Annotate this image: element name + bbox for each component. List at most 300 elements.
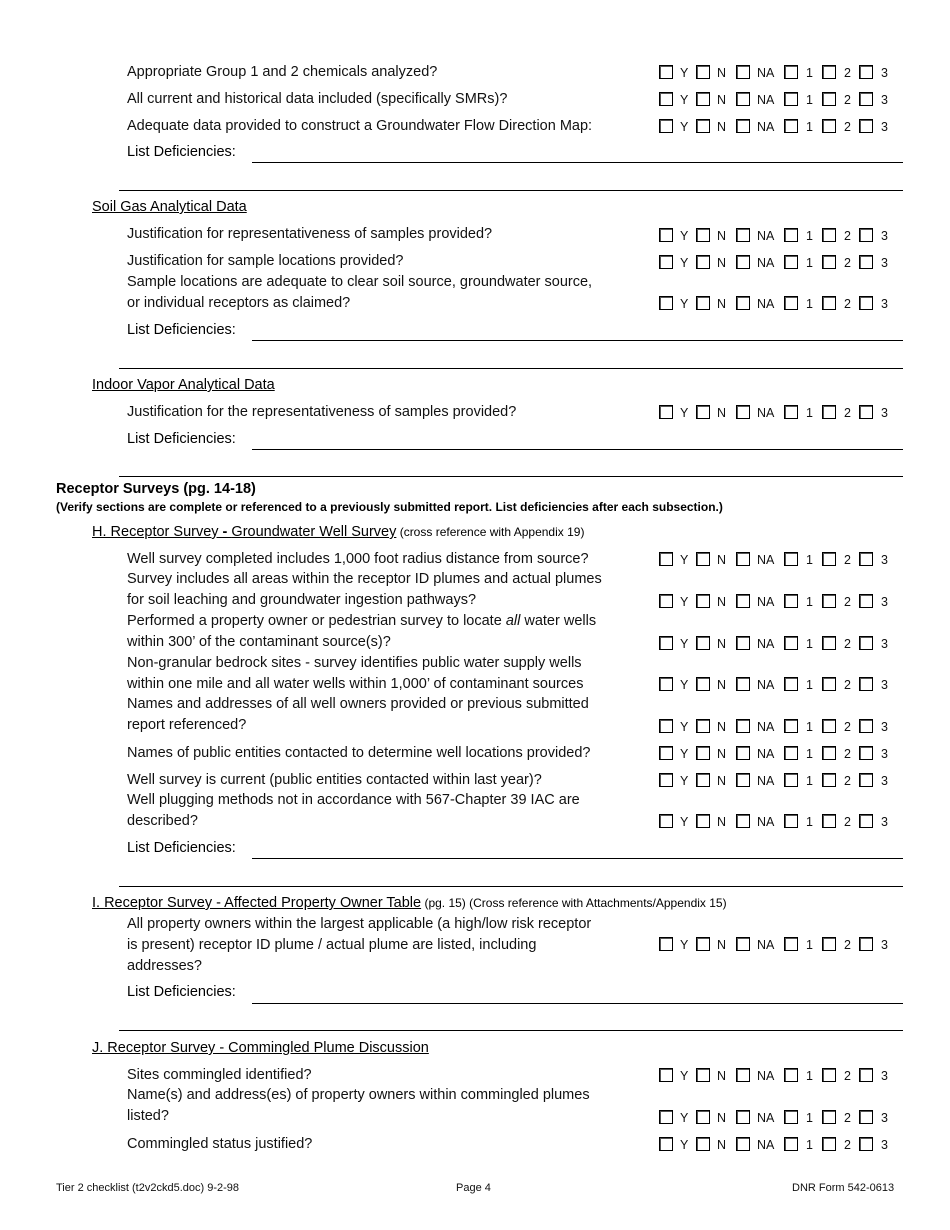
checkbox-2[interactable] [822,92,836,106]
checkbox-label-y: Y [680,938,689,952]
checkbox-label-y: Y [680,1111,689,1125]
checkbox-2[interactable] [822,746,836,760]
question-j-justified: Commingled status justified? [127,1136,313,1152]
checkbox-n[interactable] [696,228,710,242]
checkbox-n[interactable] [696,119,710,133]
question-h-property-survey [127,611,647,653]
question-line: within 300’ of the contaminant source(s)? [127,634,391,650]
checkbox-y[interactable] [659,65,673,79]
list-deficiencies-label-h: List Deficiencies: [127,840,236,856]
checkbox-label-2: 2 [844,815,851,829]
checkbox-label-2: 2 [844,938,851,952]
checkbox-label-y: Y [680,93,689,107]
checkbox-2[interactable] [822,594,836,608]
checkbox-label-na: NA [757,938,775,952]
question-gw-historical-data: All current and historical data included (specifically SMRs)? [127,91,508,107]
question-gw-group-chemicals: Appropriate Group 1 and 2 chemicals analyzed? [127,64,438,80]
checkbox-n[interactable] [696,814,710,828]
checkbox-label-3: 3 [881,774,888,788]
section-h-main: Groundwater Well Survey [231,524,397,540]
checkbox-y[interactable] [659,677,673,691]
checkbox-1[interactable] [784,1110,798,1124]
indoor-vapor-title: Indoor Vapor Analytical Data [92,377,275,393]
checkbox-label-na: NA [757,747,775,761]
checkbox-3[interactable] [859,594,873,608]
checkbox-label-y: Y [680,774,689,788]
checkbox-1[interactable] [784,594,798,608]
subsection-title-soil-gas [92,197,247,218]
checkbox-label-y: Y [680,720,689,734]
question-text: Performed a property owner or pedestrian survey to locate [127,613,506,629]
checkbox-label-na: NA [757,406,775,420]
checkbox-label-y: Y [680,256,689,270]
checkbox-1[interactable] [784,937,798,951]
checkbox-label-n: N [717,120,727,134]
checkbox-label-n: N [717,93,727,107]
checkbox-label-na: NA [757,256,775,270]
checkbox-label-n: N [717,553,727,567]
checkbox-label-1: 1 [806,93,813,107]
checkbox-label-na: NA [757,720,775,734]
checkbox-label-1: 1 [806,229,813,243]
checkbox-y[interactable] [659,1110,673,1124]
checkbox-3[interactable] [859,405,873,419]
question-j-owners [127,1085,647,1127]
list-deficiencies-label-i: List Deficiencies: [127,984,236,1000]
checkbox-label-na: NA [757,229,775,243]
checkbox-label-1: 1 [806,406,813,420]
checkbox-label-1: 1 [806,256,813,270]
deficiency-line-gw-2[interactable] [119,190,903,191]
question-line: listed? [127,1108,169,1124]
section-heading-receptor-surveys: Receptor Surveys (pg. 14-18) [56,481,256,497]
checkbox-label-n: N [717,1111,727,1125]
checkbox-label-n: N [717,1069,727,1083]
checkbox-label-3: 3 [881,406,888,420]
checkbox-1[interactable] [784,636,798,650]
question-sg-locations: Justification for sample locations provided? [127,253,404,269]
checkbox-y[interactable] [659,746,673,760]
checkbox-label-1: 1 [806,637,813,651]
checkbox-label-1: 1 [806,1111,813,1125]
checkbox-na[interactable] [736,719,750,733]
checkbox-label-3: 3 [881,1069,888,1083]
question-line: is present) receptor ID plume / actual plume are listed, including [127,937,537,953]
section-i-main: I. Receptor Survey - Affected Property Owner Table [92,895,422,911]
checkbox-label-2: 2 [844,1069,851,1083]
checkbox-label-y: Y [680,1138,689,1152]
checkbox-3[interactable] [859,1137,873,1151]
checkbox-2[interactable] [822,677,836,691]
checkbox-label-2: 2 [844,66,851,80]
question-line: addresses? [127,958,202,974]
checkbox-label-3: 3 [881,120,888,134]
checkbox-na[interactable] [736,814,750,828]
checkbox-label-n: N [717,595,727,609]
checkbox-label-3: 3 [881,229,888,243]
checkbox-3[interactable] [859,746,873,760]
question-h-areas [127,569,647,611]
question-line: Sample locations are adequate to clear soil source, groundwater source, [127,274,593,290]
checkbox-2[interactable] [822,119,836,133]
checkbox-3[interactable] [859,937,873,951]
question-line: Non-granular bedrock sites - survey identifies public water supply wells [127,655,582,671]
deficiency-line-h-2[interactable] [119,886,903,887]
checkbox-label-n: N [717,1138,727,1152]
question-h-current: Well survey is current (public entities contacted within last year)? [127,772,542,788]
checkbox-2[interactable] [822,405,836,419]
checkbox-na[interactable] [736,636,750,650]
checkbox-y[interactable] [659,1137,673,1151]
checkbox-2[interactable] [822,814,836,828]
checkbox-label-y: Y [680,229,689,243]
checkbox-label-n: N [717,406,727,420]
checkbox-label-3: 3 [881,93,888,107]
checkbox-label-na: NA [757,93,775,107]
checkbox-na[interactable] [736,594,750,608]
checkbox-na[interactable] [736,746,750,760]
checkbox-label-n: N [717,815,727,829]
deficiency-line-i-1[interactable] [252,1003,903,1004]
checkbox-n[interactable] [696,296,710,310]
checkbox-label-2: 2 [844,120,851,134]
checkbox-1[interactable] [784,746,798,760]
question-emphasis: all [505,613,521,629]
deficiency-line-i-2[interactable] [119,1030,903,1031]
checkbox-n[interactable] [696,594,710,608]
checkbox-na[interactable] [736,296,750,310]
checkbox-label-2: 2 [844,1111,851,1125]
checkbox-label-na: NA [757,678,775,692]
checkbox-2[interactable] [822,937,836,951]
checkbox-label-n: N [717,720,727,734]
checkbox-label-1: 1 [806,1138,813,1152]
checkbox-label-3: 3 [881,66,888,80]
checkbox-label-na: NA [757,815,775,829]
checkbox-1[interactable] [784,1137,798,1151]
checkbox-y[interactable] [659,594,673,608]
checkbox-label-2: 2 [844,553,851,567]
checkbox-y[interactable] [659,719,673,733]
subsection-title-i [92,893,727,914]
checkbox-label-na: NA [757,66,775,80]
checkbox-1[interactable] [784,255,798,269]
checkbox-label-2: 2 [844,1138,851,1152]
footer-form-ref: Tier 2 checklist (t2v2ckd5.doc) 9-2-98 [56,1182,239,1194]
checkbox-2[interactable] [822,773,836,787]
checkbox-label-y: Y [680,297,689,311]
question-line: within one mile and all water wells within 1,000’ of contaminant sources [127,676,584,692]
checkbox-2[interactable] [822,552,836,566]
question-j-identified: Sites commingled identified? [127,1067,312,1083]
checkbox-3[interactable] [859,255,873,269]
question-gw-flow-map: Adequate data provided to construct a Groundwater Flow Direction Map: [127,118,593,134]
checkbox-label-2: 2 [844,93,851,107]
checkbox-label-n: N [717,229,727,243]
question-line: All property owners within the largest applicable (a high/low risk receptor [127,916,592,932]
checkbox-y[interactable] [659,296,673,310]
checkbox-label-1: 1 [806,120,813,134]
checkbox-y[interactable] [659,1068,673,1082]
checkbox-label-y: Y [680,595,689,609]
checkbox-label-y: Y [680,815,689,829]
subsection-title-j [92,1038,429,1059]
checkbox-label-1: 1 [806,747,813,761]
checkbox-y[interactable] [659,92,673,106]
subsection-title-h [92,522,584,543]
checkbox-n[interactable] [696,1137,710,1151]
checkbox-2[interactable] [822,636,836,650]
list-deficiencies-label-gw: List Deficiencies: [127,144,236,160]
checkbox-n[interactable] [696,255,710,269]
checkbox-label-na: NA [757,120,775,134]
deficiency-line-sg-1[interactable] [252,340,903,341]
checkbox-label-1: 1 [806,297,813,311]
checkbox-na[interactable] [736,92,750,106]
checkbox-1[interactable] [784,405,798,419]
checkbox-na[interactable] [736,937,750,951]
checkbox-3[interactable] [859,119,873,133]
question-h-radius: Well survey completed includes 1,000 foot radius distance from source? [127,551,589,567]
checkbox-y[interactable] [659,255,673,269]
section-h-prefix: H. Receptor Survey [92,524,219,540]
checkbox-label-1: 1 [806,678,813,692]
deficiency-line-gw-1[interactable] [252,162,903,163]
checkbox-3[interactable] [859,65,873,79]
checkbox-label-y: Y [680,678,689,692]
checkbox-label-n: N [717,66,727,80]
list-deficiencies-label-sg: List Deficiencies: [127,322,236,338]
question-h-plugging [127,790,647,832]
checkbox-2[interactable] [822,1137,836,1151]
checkbox-na[interactable] [736,405,750,419]
checkbox-label-3: 3 [881,256,888,270]
checkbox-label-2: 2 [844,720,851,734]
deficiency-line-sg-2[interactable] [119,368,903,369]
question-line: Survey includes all areas within the receptor ID plumes and actual plumes [127,571,602,587]
checkbox-na[interactable] [736,255,750,269]
checkbox-label-na: NA [757,553,775,567]
checkbox-label-n: N [717,256,727,270]
checkbox-1[interactable] [784,1068,798,1082]
checkbox-y[interactable] [659,814,673,828]
checkbox-label-3: 3 [881,1138,888,1152]
question-line: described? [127,813,198,829]
checkbox-na[interactable] [736,1110,750,1124]
checkbox-1[interactable] [784,65,798,79]
checkbox-n[interactable] [696,773,710,787]
checkbox-1[interactable] [784,814,798,828]
checkbox-3[interactable] [859,552,873,566]
checkbox-3[interactable] [859,719,873,733]
question-line: report referenced? [127,717,247,733]
question-sg-adequate [127,272,647,314]
checkbox-label-na: NA [757,297,775,311]
checkbox-n[interactable] [696,746,710,760]
checkbox-label-na: NA [757,1111,775,1125]
checkbox-na[interactable] [736,1068,750,1082]
question-line: Well plugging methods not in accordance with 567-Chapter 39 IAC are [127,792,580,808]
question-text: water wells [520,613,597,629]
checkbox-label-y: Y [680,637,689,651]
question-line: or individual receptors as claimed? [127,295,351,311]
question-line: Name(s) and address(es) of property owners within commingled plumes [127,1087,590,1103]
checkbox-n[interactable] [696,1110,710,1124]
checkbox-label-3: 3 [881,720,888,734]
section-i-suffix: (pg. 15) (Cross reference with Attachments/Appendix 15) [421,896,727,910]
checkbox-label-2: 2 [844,747,851,761]
question-h-public-entities: Names of public entities contacted to determine well locations provided? [127,745,591,761]
checkbox-label-y: Y [680,406,689,420]
checkbox-label-2: 2 [844,774,851,788]
checkbox-1[interactable] [784,719,798,733]
checkbox-1[interactable] [784,552,798,566]
checkbox-label-y: Y [680,120,689,134]
checkbox-na[interactable] [736,1137,750,1151]
checkbox-label-1: 1 [806,815,813,829]
checkbox-label-1: 1 [806,66,813,80]
checkbox-1[interactable] [784,773,798,787]
checkbox-label-2: 2 [844,678,851,692]
checkbox-label-3: 3 [881,595,888,609]
checkbox-1[interactable] [784,92,798,106]
footer-dnr-form: DNR Form 542-0613 [792,1182,895,1194]
question-i-owners [127,914,647,977]
checkbox-na[interactable] [736,228,750,242]
checkbox-label-3: 3 [881,297,888,311]
checkbox-label-1: 1 [806,774,813,788]
subsection-title-indoor-vapor [92,375,275,396]
checkbox-n[interactable] [696,92,710,106]
checkbox-label-3: 3 [881,938,888,952]
checkbox-y[interactable] [659,937,673,951]
checkbox-3[interactable] [859,773,873,787]
checkbox-label-2: 2 [844,406,851,420]
checkbox-y[interactable] [659,228,673,242]
checkbox-na[interactable] [736,119,750,133]
checkbox-3[interactable] [859,1068,873,1082]
checkbox-3[interactable] [859,92,873,106]
checkbox-label-n: N [717,774,727,788]
checkbox-n[interactable] [696,937,710,951]
checkbox-label-y: Y [680,747,689,761]
checkbox-label-1: 1 [806,553,813,567]
question-h-bedrock [127,653,647,695]
checkbox-label-3: 3 [881,815,888,829]
soil-gas-title: Soil Gas Analytical Data [92,199,247,215]
question-h-owners [127,694,647,736]
question-line [127,611,647,632]
deficiency-line-iv-1[interactable] [252,449,903,450]
checkbox-label-n: N [717,297,727,311]
list-deficiencies-label-iv: List Deficiencies: [127,431,236,447]
checkbox-label-na: NA [757,774,775,788]
checkbox-label-y: Y [680,66,689,80]
question-line: Names and addresses of all well owners provided or previous submitted [127,696,589,712]
checkbox-label-n: N [717,678,727,692]
checkbox-label-3: 3 [881,678,888,692]
checkbox-label-n: N [717,938,727,952]
checkbox-label-y: Y [680,553,689,567]
checkbox-1[interactable] [784,119,798,133]
checkbox-1[interactable] [784,228,798,242]
checkbox-3[interactable] [859,296,873,310]
checkbox-label-y: Y [680,1069,689,1083]
checkbox-y[interactable] [659,552,673,566]
checkbox-1[interactable] [784,296,798,310]
checkbox-3[interactable] [859,228,873,242]
checkbox-2[interactable] [822,228,836,242]
checkbox-n[interactable] [696,65,710,79]
checkbox-3[interactable] [859,677,873,691]
section-j-main: J. Receptor Survey - Commingled Plume Discussion [92,1040,429,1056]
checkbox-label-3: 3 [881,1111,888,1125]
checkbox-label-3: 3 [881,553,888,567]
section-h-suffix: (cross reference with Appendix 19) [396,525,585,539]
checkbox-2[interactable] [822,255,836,269]
checkbox-label-1: 1 [806,595,813,609]
checkbox-na[interactable] [736,552,750,566]
checkbox-1[interactable] [784,677,798,691]
checkbox-label-na: NA [757,1069,775,1083]
checkbox-y[interactable] [659,405,673,419]
checkbox-2[interactable] [822,719,836,733]
checkbox-2[interactable] [822,1110,836,1124]
checkbox-y[interactable] [659,636,673,650]
section-note-receptor-surveys: (Verify sections are complete or referenced to a previously submitted report. List deficiencies after each subsection.) [56,500,723,514]
checkbox-label-1: 1 [806,720,813,734]
checkbox-label-2: 2 [844,297,851,311]
footer-page-number: Page 4 [456,1182,491,1194]
checkbox-2[interactable] [822,296,836,310]
checkbox-label-3: 3 [881,747,888,761]
question-iv-representativeness: Justification for the representativeness of samples provided? [127,404,517,420]
checkbox-na[interactable] [736,677,750,691]
checkbox-na[interactable] [736,773,750,787]
checkbox-y[interactable] [659,773,673,787]
checkbox-3[interactable] [859,1110,873,1124]
checkbox-label-2: 2 [844,256,851,270]
checkbox-label-1: 1 [806,1069,813,1083]
checkbox-n[interactable] [696,1068,710,1082]
checkbox-n[interactable] [696,405,710,419]
checkbox-n[interactable] [696,677,710,691]
deficiency-line-h-1[interactable] [252,858,903,859]
checkbox-label-n: N [717,637,727,651]
checkbox-label-na: NA [757,1138,775,1152]
checkbox-label-3: 3 [881,637,888,651]
checkbox-label-na: NA [757,637,775,651]
checkbox-n[interactable] [696,719,710,733]
checkbox-na[interactable] [736,65,750,79]
checkbox-2[interactable] [822,65,836,79]
checkbox-2[interactable] [822,1068,836,1082]
checkbox-label-n: N [717,747,727,761]
checkbox-n[interactable] [696,552,710,566]
checkbox-label-2: 2 [844,637,851,651]
checkbox-3[interactable] [859,636,873,650]
checkbox-label-1: 1 [806,938,813,952]
question-line: for soil leaching and groundwater ingestion pathways? [127,592,477,608]
checkbox-3[interactable] [859,814,873,828]
checkbox-y[interactable] [659,119,673,133]
section-h-dash: - [218,524,232,540]
deficiency-line-iv-2[interactable] [119,476,903,477]
checkbox-label-na: NA [757,595,775,609]
checkbox-n[interactable] [696,636,710,650]
question-sg-representativeness: Justification for representativeness of samples provided? [127,226,493,242]
checkbox-label-2: 2 [844,229,851,243]
